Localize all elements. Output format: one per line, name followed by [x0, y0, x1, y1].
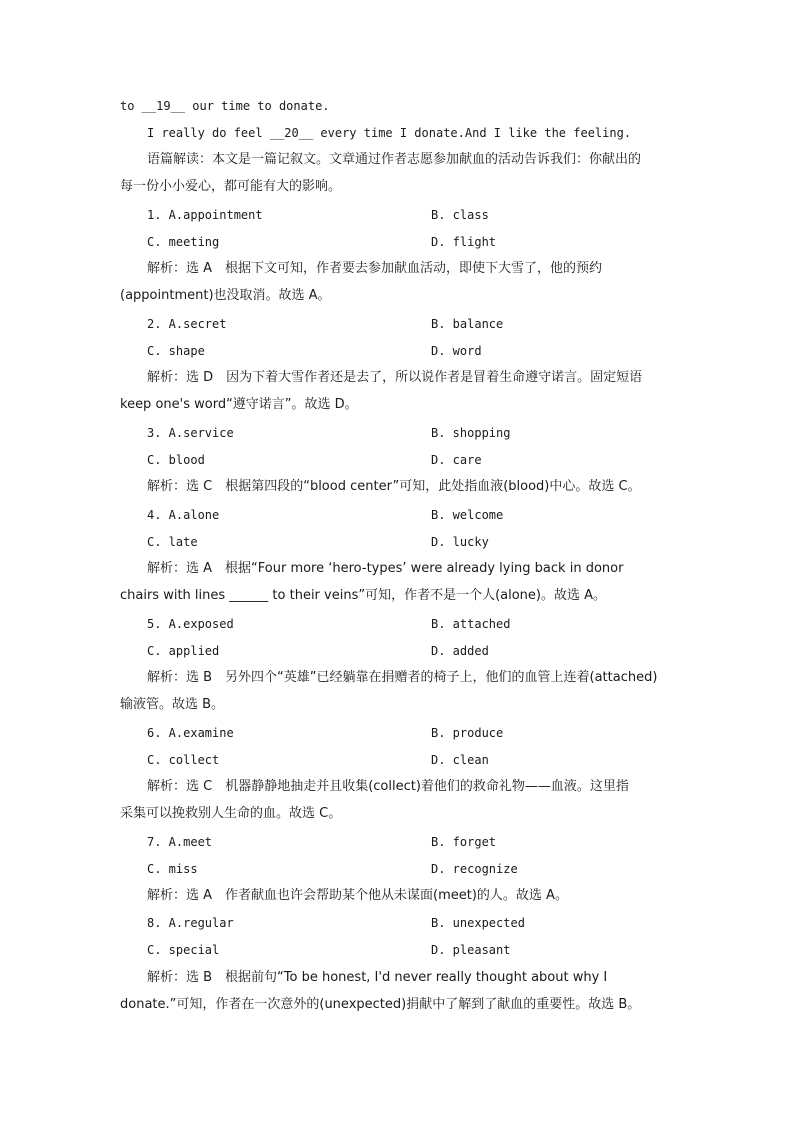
q1-explanation-2: (appointment)也没取消。故选 A。: [120, 288, 331, 303]
q5-option-b: B. attached: [431, 617, 511, 631]
q8-option-a: 8. A.regular: [147, 916, 234, 930]
q6-option-b: B. produce: [431, 726, 504, 740]
q7-option-b: B. forget: [431, 835, 497, 849]
q2-explanation-2: keep one's word“遵守诺言”。故选 D。: [120, 397, 358, 412]
q8-explanation-2: donate.”可知，作者在一次意外的(unexpected)捐献中了解到了献血的重要性。故选 B。: [120, 997, 641, 1012]
q4-option-d: D. lucky: [431, 535, 489, 549]
summary-line-2: 每一份小小爱心，都可能有大的影响。: [120, 179, 342, 194]
q6-option-c: C. collect: [147, 753, 220, 767]
q5-explanation-2: 输液管。故选 B。: [120, 697, 225, 712]
q2-option-c: C. shape: [147, 344, 205, 358]
q4-explanation-2: chairs with lines ______ to their veins”可知，作者不是一个人(alone)。故选 A。: [120, 588, 607, 603]
q1-option-c: C. meeting: [147, 235, 220, 249]
q3-option-b: B. shopping: [431, 426, 511, 440]
q2-explanation-1: 解析：选 D 因为下着大雪作者还是去了，所以说作者是冒着生命遵守诺言。固定短语: [147, 370, 643, 385]
q7-option-c: C. miss: [147, 862, 198, 876]
q1-option-b: B. class: [431, 208, 489, 222]
q8-option-b: B. unexpected: [431, 916, 525, 930]
q1-option-d: D. flight: [431, 235, 497, 249]
q4-option-b: B. welcome: [431, 508, 504, 522]
q8-option-d: D. pleasant: [431, 943, 511, 957]
q5-option-a: 5. A.exposed: [147, 617, 234, 631]
q6-explanation-1: 解析：选 C 机器静静地抽走并且收集(collect)着他们的救命礼物——血液。这里指: [147, 779, 629, 794]
q1-option-a: 1. A.appointment: [147, 208, 263, 222]
q2-option-a: 2. A.secret: [147, 317, 227, 331]
q7-option-a: 7. A.meet: [147, 835, 213, 849]
summary-line-1: 语篇解读：本文是一篇记叙文。文章通过作者志愿参加献血的活动告诉我们：你献出的: [147, 152, 642, 167]
q3-explanation-1: 解析：选 C 根据第四段的“blood center”可知，此处指血液(blood)中心。故选 C。: [147, 479, 641, 494]
q6-option-d: D. clean: [431, 753, 489, 767]
intro-line-2: I really do feel __20__ every time I donate.And I like the feeling.: [147, 126, 632, 140]
q3-option-c: C. blood: [147, 453, 205, 467]
q7-explanation-1: 解析：选 A 作者献血也许会帮助某个他从未谋面(meet)的人。故选 A。: [147, 888, 568, 903]
q6-option-a: 6. A.examine: [147, 726, 234, 740]
q4-explanation-1: 解析：选 A 根据“Four more ‘hero-types’ were already lying back in donor: [147, 561, 624, 576]
q4-option-c: C. late: [147, 535, 198, 549]
q2-option-b: B. balance: [431, 317, 504, 331]
q8-explanation-1: 解析：选 B 根据前句“To be honest, I'd never really thought about why I: [147, 970, 608, 985]
q2-option-d: D. word: [431, 344, 482, 358]
q1-explanation-1: 解析：选 A 根据下文可知，作者要去参加献血活动，即使下大雪了，他的预约: [147, 261, 603, 276]
q4-option-a: 4. A.alone: [147, 508, 220, 522]
q7-option-d: D. recognize: [431, 862, 518, 876]
q3-option-d: D. care: [431, 453, 482, 467]
q6-explanation-2: 采集可以挽救别人生命的血。故选 C。: [120, 806, 342, 821]
q5-explanation-1: 解析：选 B 另外四个“英雄”已经躺靠在捐赠者的椅子上，他们的血管上连着(attached): [147, 670, 658, 685]
intro-line-1: to __19__ our time to donate.: [120, 99, 330, 113]
q5-option-d: D. added: [431, 644, 489, 658]
q5-option-c: C. applied: [147, 644, 220, 658]
q8-option-c: C. special: [147, 943, 220, 957]
q3-option-a: 3. A.service: [147, 426, 234, 440]
